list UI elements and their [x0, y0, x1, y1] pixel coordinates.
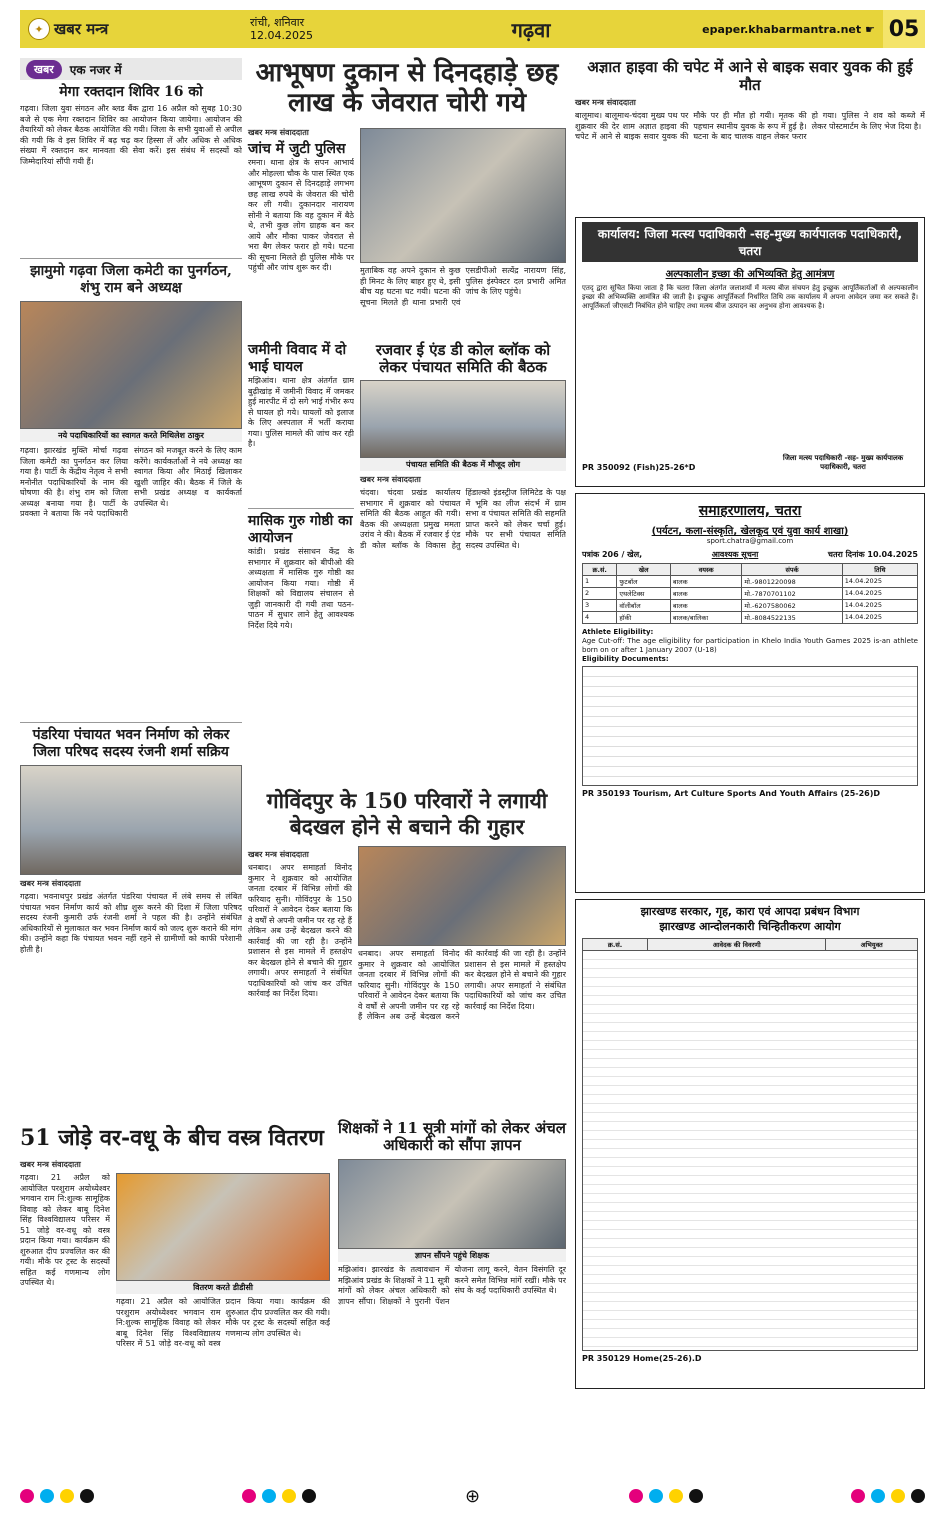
sports-ref: PR 350193 Tourism, Art Culture Sports And Youth Affairs (25-26)D	[582, 789, 881, 798]
table-cell: 3	[583, 600, 617, 612]
pandariya-photo	[20, 765, 242, 875]
lead-photo	[360, 128, 566, 263]
eligibility-docs: Eligibility Documents:	[582, 655, 669, 663]
activists-table	[582, 938, 918, 951]
registration-dot	[911, 1489, 925, 1503]
govindpur-headline: गोविंदपुर के 150 परिवारों ने लगायी बेदखल होने से बचाने की गुहार	[266, 788, 548, 839]
pandariya-headline: पंडरिया पंचायत भवन निर्माण को लेकर जिला परिषद सदस्य रंजनी शर्मा सक्रिय	[32, 727, 230, 760]
table-cell: 2	[583, 588, 617, 600]
table-cell: मो.-8084522135	[742, 612, 842, 624]
home-dept-ref: PR 350129 Home(25-26).D	[582, 1354, 702, 1363]
divider	[248, 508, 354, 509]
sports-date: चतरा दिनांक 10.04.2025	[827, 550, 918, 559]
website[interactable]	[702, 23, 883, 36]
table-cell: 14.04.2025	[842, 588, 917, 600]
registration-dot	[282, 1489, 296, 1503]
news-brief-header	[20, 58, 242, 80]
table-header: संपर्क	[742, 564, 842, 576]
jmm-body: गढ़वा। झारखंड मुक्ति मोर्चा गढ़वा जिला कमेटी का पुनर्गठन कर लिया गया है। पार्टी के केंद्रीय नेतृत्व ने सभी मनोनीत पदाधिकारियों के नाम की घोषणा की है। शंभु राम को जिला अध्यक्ष बनाया गया है। पार्टी के प्रवक्ता ने बताया कि नये पदाधिकारी संगठन को मजबूत करने के लिए काम करेंगे। कार्यकर्ताओं ने नये अध्यक्ष का स्वागत किया और मिठाई खिलाकर खुशी जाहिर की। बैठक में जिले के सभी प्रखंड अध्यक्ष व कार्यकर्ता उपस्थित थे।	[20, 446, 242, 518]
registration-dot	[689, 1489, 703, 1503]
table-cell: मो.-7870701102	[742, 588, 842, 600]
table-cell: 1	[583, 576, 617, 588]
guru-goshthi-headline: मासिक गुरु गोष्ठी का आयोजन	[248, 513, 353, 546]
table-cell: 14.04.2025	[842, 576, 917, 588]
fisheries-sign: जिला मत्स्य पदाधिकारी -सह- मुख्य कार्यपालक पदाधिकारी, चतरा	[782, 454, 904, 471]
color-dots-left	[20, 1489, 94, 1503]
lead-body-cont: मुताबिक वह अपने दुकान से कुछ ही मिनट के लिए बाहर हुए थे, इसी बीच यह घटना घट गयी। घटना की सूचना मिलते ही थाना प्रभारी एवं एसडीपीओ सत्येंद्र नारायण सिंह, पुलिस इंस्पेक्टर दल प्रभारी अमित जांच के लिए पहुंचे।	[360, 266, 566, 307]
table-cell: बालक	[670, 588, 742, 600]
home-dept-subtitle: झारखण्ड आन्दोलनकारी चिन्हितीकरण आयोग	[659, 920, 841, 933]
registration-dot	[80, 1489, 94, 1503]
coal-block-byline: खबर मन्त्र संवाददाता	[360, 475, 421, 484]
sports-title: समाहरणालय, चतरा	[582, 498, 918, 523]
table-cell: बालक	[670, 600, 742, 612]
color-dots-center-left	[242, 1489, 316, 1503]
teachers-body: मझिआंव। झारखंड के तत्वावधान में मझिआंव प्रखंड के शिक्षकों ने 11 सूत्री मांगों को लेकर अंचल अधिकारी को ज्ञापन सौंपा। शिक्षकों ने पुरानी पेंशन योजना लागू करने, वेतन विसंगति दूर करने समेत विभिन्न मांगें रखीं। मौके पर संघ के कई पदाधिकारी उपस्थित थे।	[338, 1265, 566, 1306]
athlete-eligibility: Athlete Eligibility:	[582, 628, 654, 636]
jmm-headline: झामुमो गढ़वा जिला कमेटी का पुनर्गठन, शंभु राम बने अध्यक्ष	[30, 263, 232, 296]
divider	[20, 722, 242, 723]
registration-dot	[60, 1489, 74, 1503]
table-row	[583, 600, 918, 612]
fisheries-subtitle: अल्पकालीन इच्छा की अभिव्यक्ति हेतु आमंत्रण	[665, 269, 835, 280]
cursor-icon: ☛	[865, 22, 875, 36]
guru-goshthi-body: कांडी। प्रखंड संसाधन केंद्र के सभागार में शुक्रवार को बीपीओ की अध्यक्षता में मासिक गुरु गोष्ठी का आयोजन किया गया। गोष्ठी में शिक्षकों को विद्यालय संचालन से जुड़ी जानकारी दी गयी तथा पठन-पाठन में सुधार लाने हेतु आवश्यक निर्देश दिये गये।	[248, 547, 354, 630]
brief-label: एक नजर में	[69, 62, 122, 77]
table-cell: हॉकी	[617, 612, 670, 624]
city-day: रांची, शनिवार	[250, 16, 305, 29]
lead-headline: आभूषण दुकान से दिनदहाड़े छह लाख के जेवरात चोरी गये	[255, 58, 559, 118]
coal-block-caption: पंचायत समिति की बैठक में मौजूद लोग	[360, 458, 566, 471]
wedding-story	[20, 1125, 330, 1457]
wedding-headline: 51 जोड़े वर-वधू के बीच वस्त्र वितरण	[20, 1125, 324, 1151]
table-row	[583, 576, 918, 588]
table-cell: 14.04.2025	[842, 612, 917, 624]
lead-subhead: जांच में जुटी पुलिस	[248, 141, 346, 157]
table-header: अभियुक्त	[826, 939, 918, 951]
masthead	[20, 10, 925, 48]
registration-dot	[20, 1489, 34, 1503]
table-cell: एथलेटिक्स	[617, 588, 670, 600]
dateline	[160, 16, 360, 42]
table-cell: वॉलीबॉल	[617, 600, 670, 612]
sports-email: sport.chatra@gmail.com	[706, 537, 794, 545]
pandariya-byline: खबर मन्त्र संवाददाता	[20, 879, 81, 888]
blood-camp-body: गढ़वा। जिला युवा संगठन और ब्लड बैंक द्वारा 16 अप्रैल को सुबह 10:30 बजे से एक मेगा रक्तदान शिविर का आयोजन किया जायेगा। आयोजन की तैयारियों को लेकर बैठक आयोजित की गयी। जिला के सभी युवाओं से अपील की गयी कि वे इस शिविर में बढ़ चढ़ कर हिस्सा लें और अधिक से अधिक संख्या में रक्तदान कर मानवता की सेवा करें। इस संबंध में सदस्यों को जिम्मेदारियां सौंपी गयी हैं।	[20, 104, 242, 166]
table-header: क्र.सं.	[583, 939, 648, 951]
brand-logo	[20, 18, 160, 40]
table-cell: फुटबॉल	[617, 576, 670, 588]
sports-dept: (पर्यटन, कला-संस्कृति, खेलकूद एवं युवा कार्य शाखा)	[651, 526, 849, 537]
highway-headline: अज्ञात हाइवा की चपेट में आने से बाइक सवार युवक की हुई मौत	[587, 58, 913, 94]
govindpur-byline: खबर मन्त्र संवाददाता	[248, 850, 309, 859]
registration-dot	[851, 1489, 865, 1503]
home-dept-title: झारखण्ड सरकार, गृह, कारा एवं आपदा प्रबंधन विभाग	[640, 905, 860, 918]
issue-date: 12.04.2025	[250, 29, 313, 42]
print-registration-marks	[20, 1484, 925, 1508]
govindpur-story	[248, 788, 566, 1109]
sports-table	[582, 563, 918, 624]
table-row	[583, 588, 918, 600]
fisheries-body: एतद् द्वारा सूचित किया जाता है कि चतरा जिला अंतर्गत जलाशयों में मत्स्य बीज संचयन हेतु इच्छुक आपूर्तिकर्ताओं से अल्पकालीन इच्छा की अभिव्यक्ति आमंत्रित की जाती है। इच्छुक आपूर्तिकर्ता निर्धारित तिथि तक कार्यालय में अपना आवेदन जमा कर सकते हैं। आपूर्तिकर्ता जीएसटी निबंधित होने चाहिए तथा मत्स्य बीज उत्पादन का अनुभव होना आवश्यक है।	[582, 284, 918, 310]
teachers-story	[338, 1120, 566, 1465]
jmm-photo	[20, 301, 242, 429]
lead-byline: खबर मन्त्र संवाददाता	[248, 128, 309, 137]
fisheries-title: कार्यालय: जिला मत्स्य पदाधिकारी -सह-मुख्य कार्यपालक पदाधिकारी, चतरा	[582, 222, 918, 262]
registration-dot	[40, 1489, 54, 1503]
registration-dot	[262, 1489, 276, 1503]
table-row	[583, 612, 918, 624]
fisheries-ref: PR 350092 (Fish)25-26*D	[582, 463, 696, 472]
land-dispute-headline: जमीनी विवाद में दो भाई घायल	[248, 342, 347, 375]
section-title: गढ़वा	[511, 17, 551, 42]
registration-dot	[891, 1489, 905, 1503]
registration-dot	[302, 1489, 316, 1503]
table-cell: मो.-6207580062	[742, 600, 842, 612]
registration-dot	[649, 1489, 663, 1503]
registration-dot	[629, 1489, 643, 1503]
wedding-body-cont: गढ़वा। 21 अप्रैल को आयोजित परशुराम अयोध्येश्वर भगवान राम नि:शुल्क सामूहिक विवाह को लेकर बाबू दिनेश सिंह विश्वविद्यालय परिसर में 51 जोड़े वर-वधू को वस्त्र प्रदान किया गया। कार्यक्रम की शुरुआत दीप प्रज्वलित कर की गयी। मौके पर ट्रस्ट के सदस्यों सहित कई गणमान्य लोग उपस्थित थे।	[116, 1297, 330, 1348]
teachers-headline: शिक्षकों ने 11 सूत्री मांगों को लेकर अंचल अधिकारी को सौंपा ज्ञापन	[338, 1119, 566, 1154]
registration-dot	[669, 1489, 683, 1503]
right-column	[575, 58, 925, 1389]
khabar-tag: खबर	[26, 60, 62, 79]
home-dept-notice	[575, 899, 925, 1389]
highway-byline: खबर मन्त्र संवाददाता	[575, 98, 636, 107]
crosshair-icon: ⊕	[464, 1485, 481, 1507]
table-header: आवेदक की विवरणी	[648, 939, 826, 951]
blood-camp-headline: मेगा रक्तदान शिविर 16 को	[59, 84, 203, 100]
govindpur-body-cont: धनबाद। अपर समाहर्ता विनोद कुमार ने शुक्रवार को आयोजित जनता दरबार में विभिन्न लोगों की फरियाद सुनी। गोविंदपुर के 150 परिवारों ने आवेदन देकर बताया कि वे वर्षों से अपनी जमीन पर रह रहे हैं लेकिन अब उन्हें बेदखल करने की कार्रवाई की जा रही है। उन्होंने प्रशासन से इस मामले में हस्तक्षेप कर बेदखल होने से बचाने की गुहार लगायी। अपर समाहर्ता ने संबंधित पदाधिकारियों को जांच कर उचित कार्रवाई का निर्देश दिया।	[358, 949, 566, 1021]
coal-block-headline: रजवार ई एंड डी कोल ब्लॉक को लेकर पंचायत समिति की बैठक	[375, 341, 551, 376]
page-number: 05	[883, 10, 925, 48]
table-header: तिथि	[842, 564, 917, 576]
highway-body: बालूमाथ। बालूमाथ-चंदवा मुख्य पथ पर शुक्रवार की देर शाम अज्ञात हाइवा की चपेट में आने से बाइक सवार युवक की मौके पर ही मौत हो गयी। मृतक की पहचान स्थानीय युवक के रूप में हुई है। घटना के बाद चालक वाहन लेकर फरार हो गया। पुलिस ने शव को कब्जे में लेकर पोस्टमार्टम के लिए भेज दिया है।	[575, 111, 925, 141]
table-cell: मो.-9801220098	[742, 576, 842, 588]
left-column	[20, 58, 242, 1092]
lead-body: रमना। थाना क्षेत्र के सपन आभार्य और मोहल्ला चौक के पास स्थित एक आभूषण दुकान से दिनदहाड़े लगभग छह लाख रुपये के जेवरात की चोरी कर ली गयी। दुकानदार नारायण सोनी ने बताया कि वह दुकान में बैठे थे, तभी कुछ लोग ग्राहक बन कर आये और मौका पाकर जेवरात से भरा बैग लेकर फरार हो गये। घटना की सूचना मिलते ही पुलिस मौके पर पहुंची और जांच शुरू कर दी।	[248, 158, 354, 272]
divider	[20, 258, 242, 259]
land-dispute-body: मझिआंव। थाना क्षेत्र अंतर्गत ग्राम बुढ़ीखांड़ में जमीनी विवाद में जमकर हुई मारपीट में दो सगे भाई गंभीर रूप से घायल हो गये। घायलों को इलाज के लिए अस्पताल में भर्ती कराया गया। पुलिस मामले की जांच कर रही है।	[248, 376, 354, 448]
teachers-photo	[338, 1159, 566, 1249]
registration-dot	[242, 1489, 256, 1503]
table-header: वयस्क	[670, 564, 742, 576]
govindpur-body: धनबाद। अपर समाहर्ता विनोद कुमार ने शुक्रवार को आयोजित जनता दरबार में विभिन्न लोगों की फरियाद सुनी। गोविंदपुर के 150 परिवारों ने आवेदन देकर बताया कि वे वर्षों से अपनी जमीन पर रह रहे हैं लेकिन अब उन्हें बेदखल करने की कार्रवाई की जा रही है। उन्होंने प्रशासन से इस मामले में हस्तक्षेप कर बेदखल होने से बचाने की गुहार लगायी। अपर समाहर्ता ने संबंधित पदाधिकारियों को जांच कर उचित कार्रवाई का निर्देश दिया।	[248, 863, 352, 998]
wedding-body: गढ़वा। 21 अप्रैल को आयोजित परशुराम अयोध्येश्वर भगवान राम नि:शुल्क सामूहिक विवाह को लेकर बाबू दिनेश सिंह विश्वविद्यालय परिसर में 51 जोड़े वर-वधू को वस्त्र प्रदान किया गया। कार्यक्रम की शुरुआत दीप प्रज्वलित कर की गयी। मौके पर ट्रस्ट के सदस्यों सहित कई गणमान्य लोग उपस्थित थे।	[20, 1173, 110, 1287]
eligibility-table	[582, 666, 918, 786]
pandariya-body: गढ़वा। भवनाथपुर प्रखंड अंतर्गत पंडरिया पंचायत में लंबे समय से लंबित पंचायत भवन निर्माण कार्य को शीघ्र शुरू करने की दिशा में जिला परिषद सदस्य रंजनी कुमारी उर्फ रंजनी शर्मा ने पहल की है। उन्होंने संबंधित अधिकारियों से मुलाकात कर भवन निर्माण कार्य को जल्द शुरू कराने की मांग की। उन्होंने कहा कि पंचायत भवन नहीं रहने से ग्रामीणों को काफी परेशानी होती है।	[20, 892, 242, 954]
table-header: खेल	[617, 564, 670, 576]
coal-block-body: चंदवा। चंदवा प्रखंड कार्यालय सभागार में शुक्रवार को पंचायत समिति की बैठक आहूत की गयी। बैठक की अध्यक्षता प्रमुख ममता उरांव ने की। बैठक में रजवार ई एंड डी कोल ब्लॉक के विकास हेतु हिंडाल्को इंडस्ट्रीज लिमिटेड के पक्ष में भूमि का लीज संदर्भ में ग्राम सभा व पंचायत समिति की सहमति प्राप्त करने को लेकर चर्चा हुई। मौके पर सभी पंचायत समिति सदस्य उपस्थित थे।	[360, 488, 566, 550]
color-dots-center-right	[629, 1489, 703, 1503]
wedding-photo	[116, 1173, 330, 1281]
teachers-caption: ज्ञापन सौंपने पहुंचे शिक्षक	[338, 1249, 566, 1262]
wedding-caption: वितरण करते डीडीसी	[116, 1281, 330, 1294]
activists-list	[582, 951, 918, 1351]
sports-notice	[575, 493, 925, 893]
color-dots-right	[851, 1489, 925, 1503]
table-cell: 4	[583, 612, 617, 624]
fisheries-notice	[575, 217, 925, 487]
wedding-byline: खबर मन्त्र संवाददाता	[20, 1160, 81, 1169]
govindpur-photo	[358, 846, 566, 946]
logo-icon: ✦	[28, 18, 50, 40]
table-cell: बालक	[670, 576, 742, 588]
brand-name: खबर मन्त्र	[54, 20, 109, 38]
registration-dot	[871, 1489, 885, 1503]
coal-block-photo	[360, 380, 566, 458]
sports-letter-no: पत्रांक 206 / खेल,	[582, 550, 643, 559]
jmm-caption: नये पदाधिकारियों का स्वागत करते मिथिलेश ठाकुर	[20, 429, 242, 442]
table-cell: बालक/बालिका	[670, 612, 742, 624]
website-url[interactable]: epaper.khabarmantra.net	[702, 22, 862, 36]
sports-notice-head: आवश्यक सूचना	[711, 550, 759, 559]
middle-column	[248, 58, 566, 756]
table-cell: 14.04.2025	[842, 600, 917, 612]
age-cutoff: Age Cut-off: The age eligibility for participation in Khelo India Youth Games 2025 is-an athlete born on or after 1 January 2007 (U-18)	[582, 637, 918, 654]
table-header: क्र.सं.	[583, 564, 617, 576]
